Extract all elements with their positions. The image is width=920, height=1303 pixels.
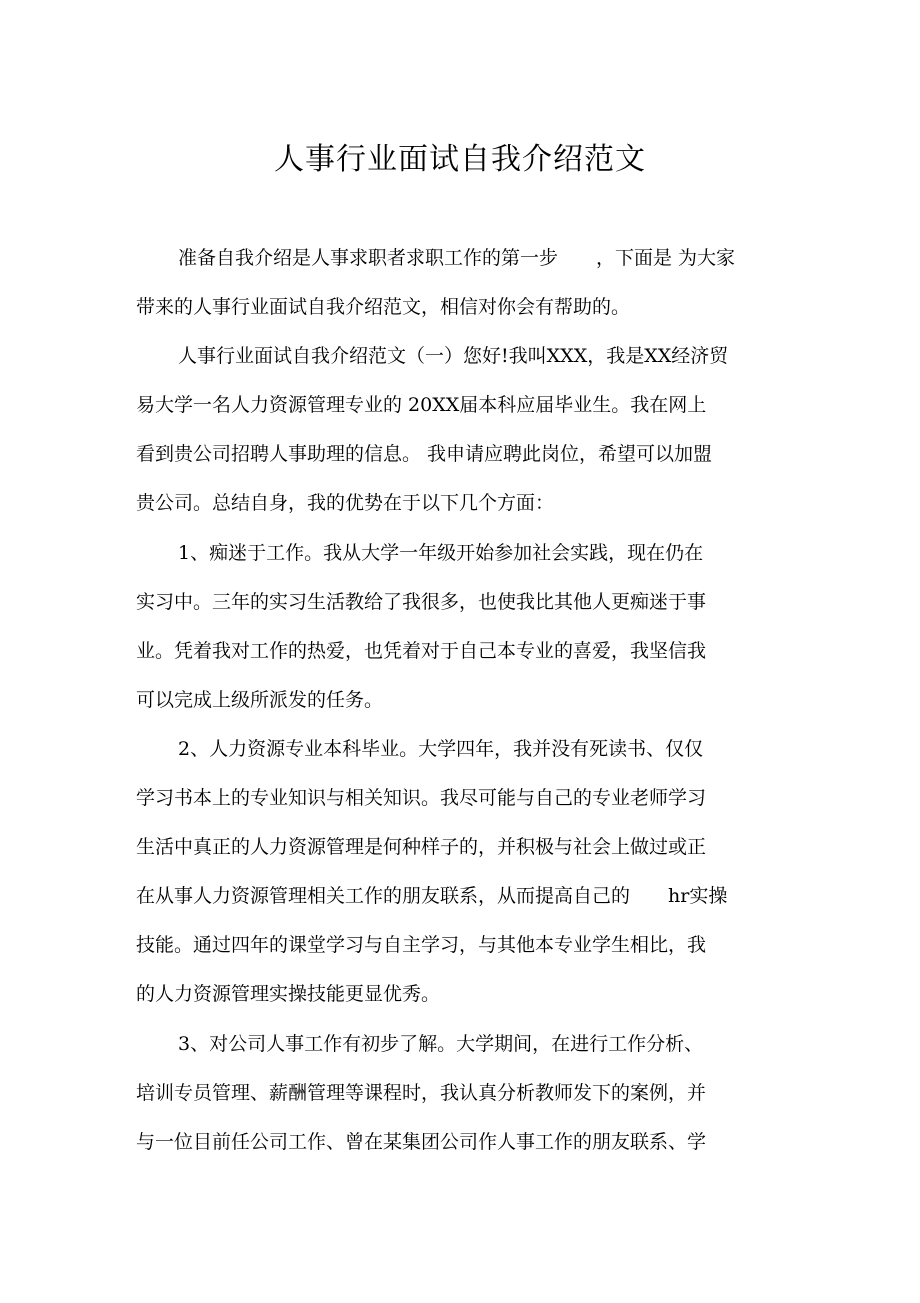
- paragraph-line: 准备自我介绍是人事求职者求职工作的第一步 ，下面是 为大家: [178, 247, 736, 269]
- paragraph-line: 学习书本上的专业知识与相关知识。我尽可能与自己的专业老师学习: [136, 787, 707, 809]
- paragraph-line: 带来的人事行业面试自我介绍范文，相信对你会有帮助的。: [136, 296, 631, 318]
- paragraph-line: 3、对公司人事工作有初步了解。大学期间，在进行工作分析、: [178, 1033, 704, 1055]
- paragraph-line: 培训专员管理、薪酬管理等课程时，我认真分析教师发下的案例，并: [136, 1082, 707, 1104]
- paragraph-line: 贵公司。总结自身，我的优势在于以下几个方面：: [136, 492, 555, 514]
- paragraph-line: 与一位目前任公司工作、曾在某集团公司作人事工作的朋友联系、学: [136, 1131, 707, 1153]
- paragraph-line: 实习中。三年的实习生活教给了我很多，也使我比其他人更痴迷于事: [136, 591, 707, 613]
- paragraph-line: 2、人力资源专业本科毕业。大学四年，我并没有死读书、仅仅: [178, 738, 704, 760]
- paragraph-line: 在从事人力资源管理相关工作的朋友联系，从而提高自己的 hr实操: [136, 885, 728, 907]
- paragraph-line: 看到贵公司招聘人事助理的信息。 我申请应聘此岗位，希望可以加盟: [136, 443, 713, 465]
- paragraph-line: 技能。通过四年的课堂学习与自主学习，与其他本专业学生相比，我: [136, 934, 707, 956]
- paragraph-line: 易大学一名人力资源管理专业的 20XX届本科应届毕业生。我在网上: [136, 394, 707, 416]
- paragraph-line: 人事行业面试自我介绍范文（一）您好!我叫XXX，我是XX经济贸: [178, 345, 729, 367]
- paragraph-line: 1、痴迷于工作。我从大学一年级开始参加社会实践，现在仍在: [178, 542, 704, 564]
- document-title: 人事行业面试自我介绍范文: [274, 142, 646, 177]
- paragraph-line: 生活中真正的人力资源管理是何种样子的，并积极与社会上做过或正: [136, 836, 707, 858]
- paragraph-line: 可以完成上级所派发的任务。: [136, 689, 384, 711]
- paragraph-line: 业。凭着我对工作的热爱，也凭着对于自己本专业的喜爱，我坚信我: [136, 640, 707, 662]
- paragraph-line: 的人力资源管理实操技能更显优秀。: [136, 983, 441, 1005]
